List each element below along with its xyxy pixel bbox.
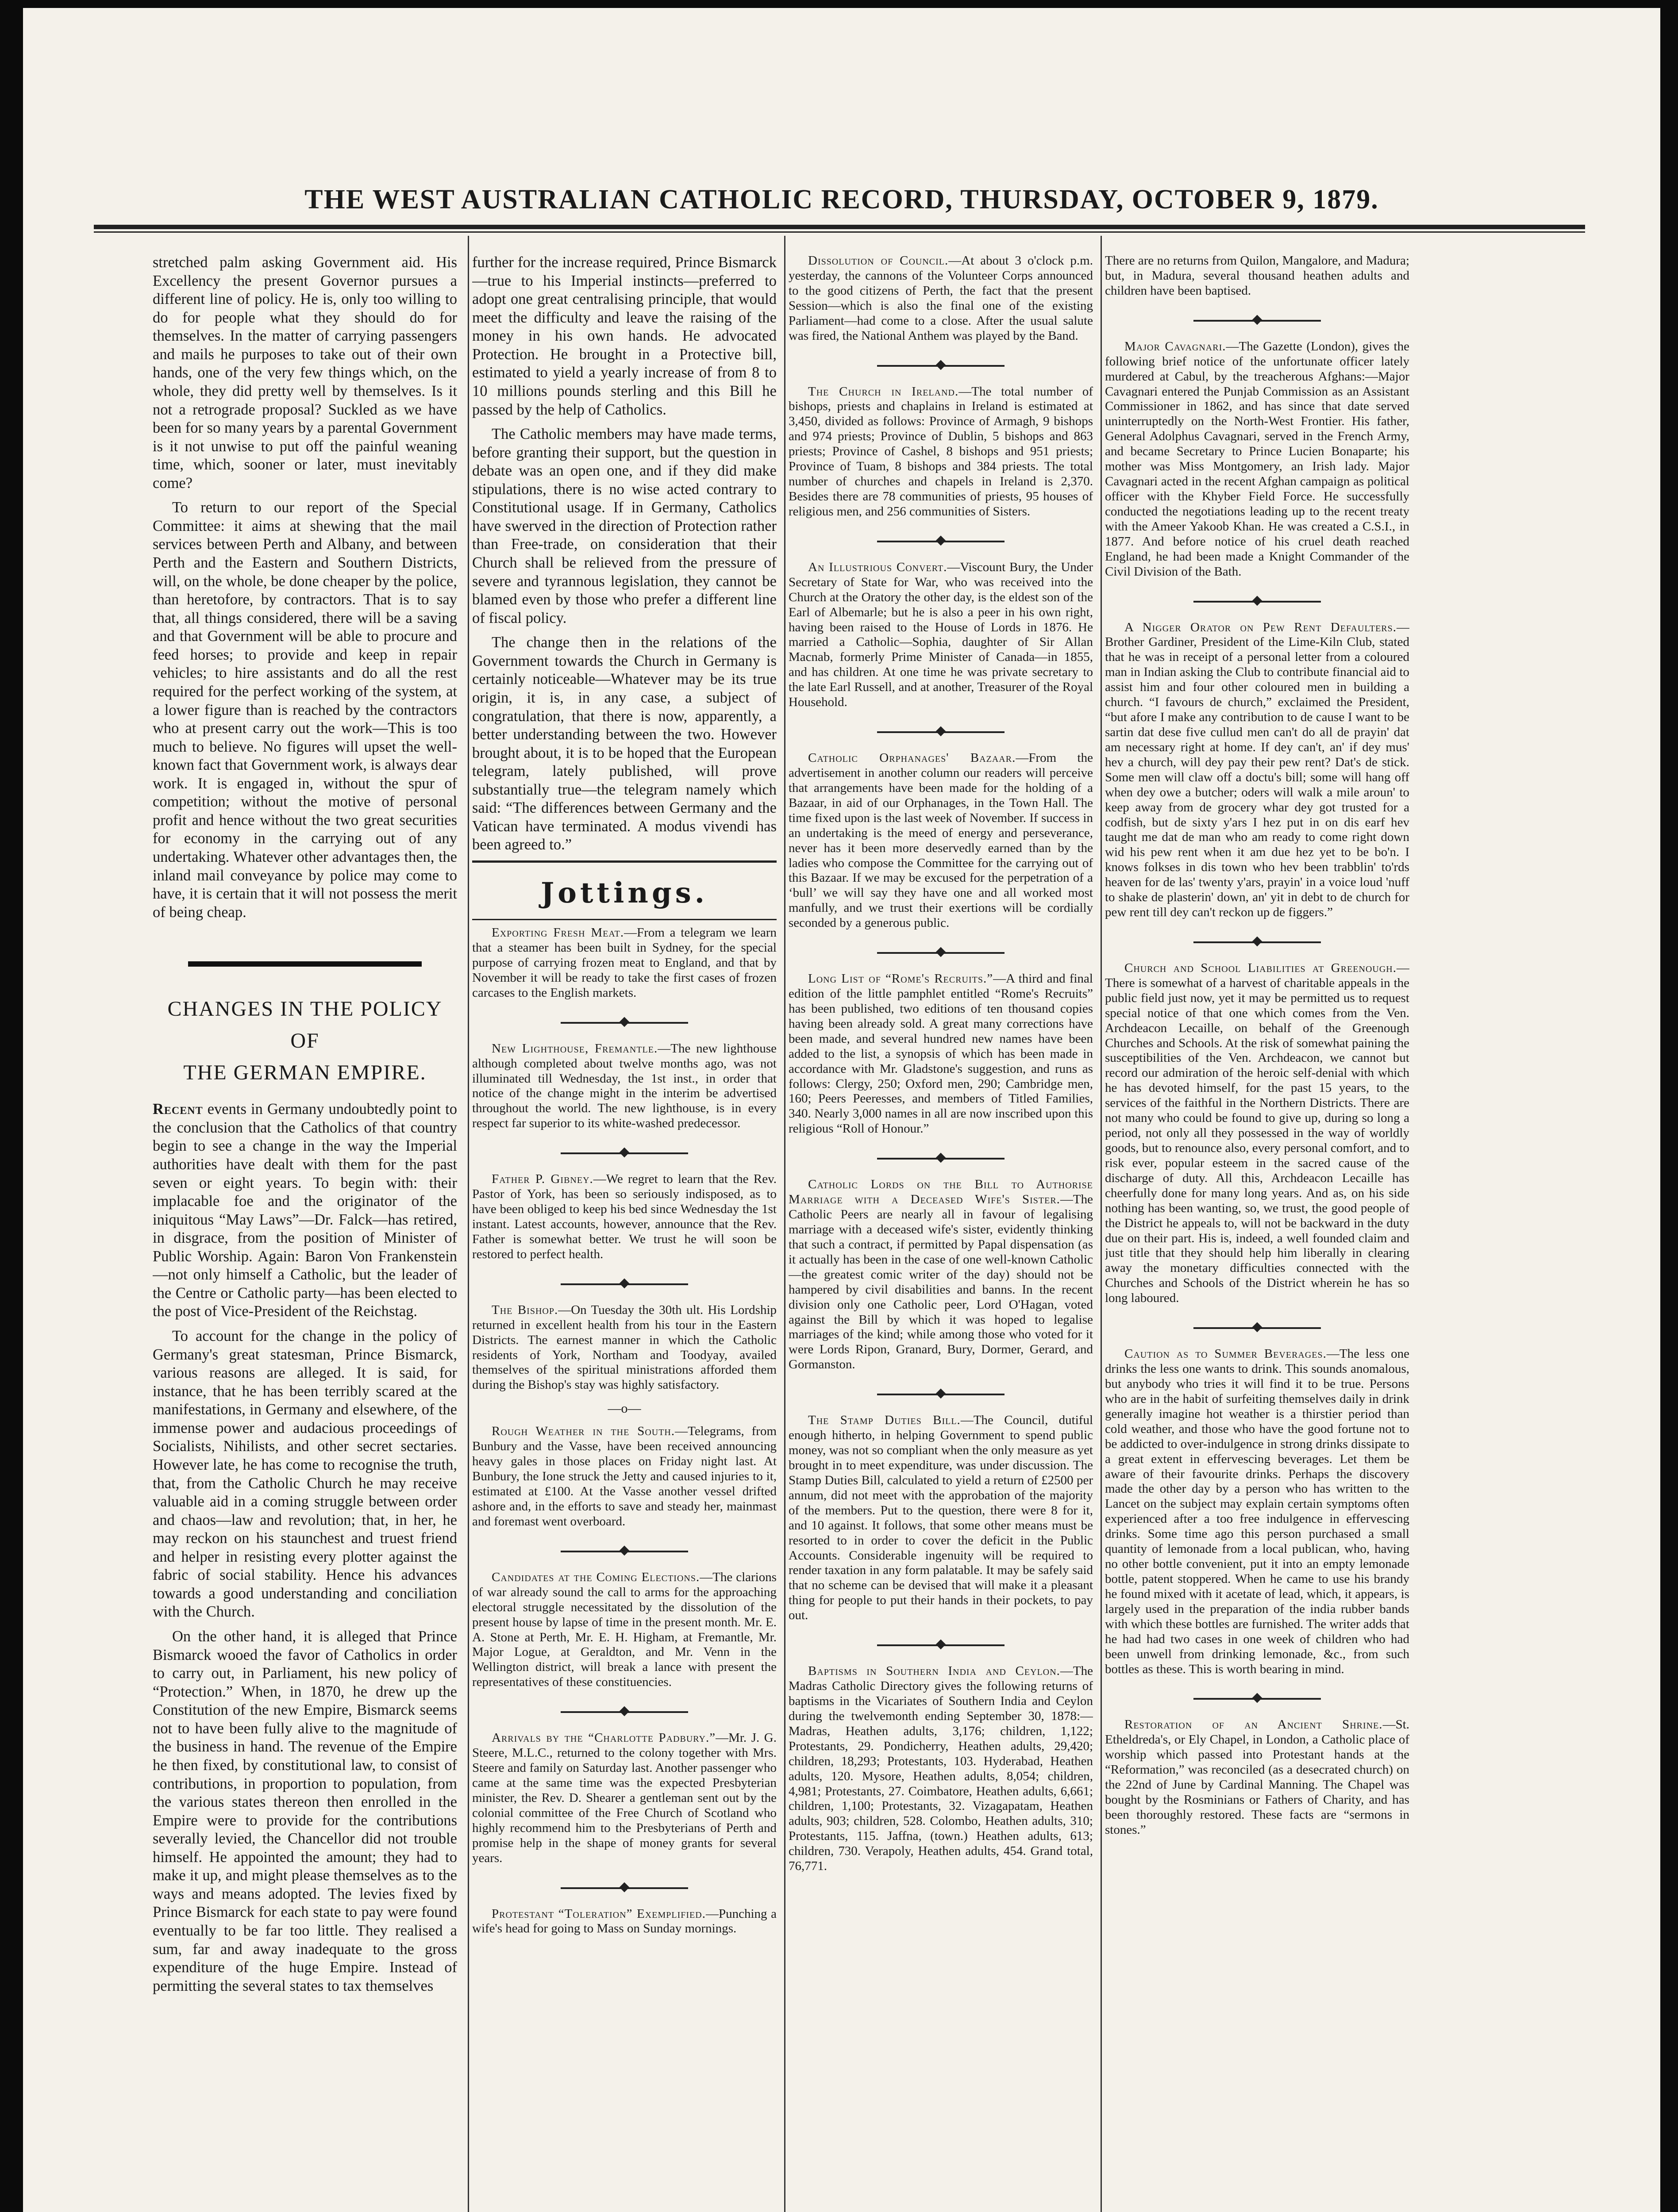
jotting-item — [789, 1664, 1093, 1874]
jotting-title: Rough Weather in the South. — [492, 1424, 675, 1439]
article-paragraph: There are no returns from Quilon, Mangalore, and Madura; but, in Madura, several thousand heathen adults and children have been baptised. — [1105, 253, 1409, 298]
jotting-item — [789, 1177, 1093, 1372]
jotting-title: Baptisms in Southern India and Ceylon. — [808, 1664, 1060, 1678]
jotting-item — [1105, 620, 1409, 920]
jotting-item — [472, 926, 777, 1001]
jottings-rule — [472, 860, 777, 863]
jotting-text: —The Council, dutiful enough hitherto, in helping Government to spend public money, was not so compliant when the only measure as yet brought in to meet expenditure, was under discussion. The Stamp Duties Bill, calculated to yield a return of £2500 per annum, did not meet with the approbation of the majority of the members. Put to the question, there were 8 for it, and 10 against. It follows, that some other means must be resorted to in order to cover the deficit in the Public Accounts. Considerable ingenuity will be required to render taxation in any form palatable. It may be safely said that no scheme can be devised that will make it a pleasant thing for people to put their hands in their pockets, to pay out. — [789, 1413, 1093, 1623]
jotting-item — [472, 1424, 777, 1529]
column-divider — [1101, 236, 1102, 2212]
jotting-title: The Bishop. — [492, 1302, 558, 1317]
jotting-title: Catholic Orphanages' Bazaar. — [808, 751, 1016, 765]
jotting-text: —The less one drinks the less one wants to drink. This sounds anomalous, but anybody who tries it will find it to be true. Persons who are in the habit of surfeiting themselves daily in drink generally imagine hot weather is a thirstier period than cold weather, and those who have the good fortune not to be addicted to over-indulgence in strong drinks dissipate to a great extent in effervescing beverages. Let them be aware of their favourite drinks. Perhaps the discovery made the other day by a person who has written to the Lancet on the subject may explain certain symptoms often experienced after a too free indulgence in effervescing drinks. Some time ago this person purchased a small quantity of lemonade from a local publican, who, having no other bottle convenient, put it into an empty lemonade bottle, patent stoppered. When he came to use his brandy he found mixed with it acetate of lead, which, it appears, is largely used in the preparation of the india rubber bands with which these bottles are furnished. The writer adds that he had had two cases in one week of children who had been unwell from drinking lemonade, &c., from such bottles as these. This is worth bearing in mind. — [1105, 1347, 1409, 1676]
item-separator — [877, 541, 1004, 542]
jotting-item — [472, 1041, 777, 1132]
item-separator — [877, 365, 1004, 367]
jotting-item — [472, 1303, 777, 1393]
jotting-text: —From a telegram we learn that a steamer has been built in Sydney, for the special purpose of carrying frozen meat to England, and that by November it will be ready to take the first cases of frozen carcases to the English markets. — [472, 926, 777, 1000]
jotting-text: —Viscount Bury, the Under Secretary of State for War, who was received into the Church at the Oratory the other day, is the eldest son of the Earl of Albemarle; but he is also a peer in his own right, having been raised to the House of Lords in 1876. He married a Catholic—Sophia, daughter of Sir Allan Macnab, formerly Prime Minister of Canada—in 1855, and has children. At one time he was private secretary to the late Earl Russell, and at another, Treasurer of the Royal Household. — [789, 560, 1093, 710]
jotting-item — [472, 1731, 777, 1866]
item-separator — [877, 1394, 1004, 1395]
item-separator — [877, 1644, 1004, 1646]
jotting-title: Father P. Gibney. — [492, 1172, 593, 1187]
jotting-item — [789, 560, 1093, 710]
jotting-item — [472, 1172, 777, 1262]
jotting-title: Protestant “Toleration” Exemplified. — [492, 1906, 706, 1921]
jotting-text: —Brother Gardiner, President of the Lime-Kiln Club, stated that he was in receipt of a personal letter from a coloured man in Indian asking the Club to contribute financial aid to assist him and four other coloured men in building a church. “I favours de church,” exclaimed the President, “but afore I make any contribution to de cause I want to be sartin dat dese five cullud men can't do all de prayin' dat am necessary right at home. If dey can't, an' if dey mus' hev a church, will dey pay their pew rent? Dat's de stick. Some men will claw off a doctu's bill; some will hang off when dey owe a butcher; oders will walk a mile aroun' to keep away from de grocery whar dey got trusted for a codfish, but de sixty y'ars I hez put in on dis earf hev taught me dat de man who am ready to come right down wid his pew rent when it am due hez yet to be bo'n. I knows folkses in dis town who hev been trabblin' to'rds heaven for de las' twenty y'ars, prayin' in a voice loud 'nuff to shake de plasterin' down, an' yit in debt to de church for pew rent till dey can't reckon up de figgers.” — [1105, 620, 1409, 920]
item-separator — [1193, 601, 1321, 603]
jotting-item — [789, 972, 1093, 1137]
lead-word: Recent — [153, 1101, 203, 1118]
jotting-title: Arrivals by the “Charlotte Padbury.” — [492, 1731, 716, 1745]
jotting-title: The Church in Ireland. — [808, 384, 959, 399]
jotting-text: —The Catholic Peers are nearly all in favour of legalising marriage with a deceased wife's sister, evidently thinking that such a contract, if permitted by Papal dispensation (as it actually has been in the case of one well-known Catholic—the greatest comic writer of the day) should not be hampered by civil disabilities and banns. In the recent division only one Catholic peer, Lord O'Hagan, voted against the Bill by which it was hoped to legalise marriages of the kind; while among those who voted for it were Lords Ripon, Granard, Bury, Dormer, Gerard, and Gormanston. — [789, 1192, 1093, 1372]
item-separator — [561, 1711, 688, 1713]
item-separator — [561, 1887, 688, 1889]
column-4 — [1105, 253, 1409, 2212]
jotting-text: —On Tuesday the 30th ult. His Lordship returned in excellent health from his tour in the Eastern Districts. The earnest manner in which the Catholic residents of York, Northam and Toodyay, availed themselves of the spiritual ministrations afforded them during the Bishop's stay was highly satisfactory. — [472, 1302, 777, 1392]
jotting-text: —Punching a wife's head for going to Mass on Sunday mornings. — [472, 1906, 777, 1936]
jotting-item — [1105, 1717, 1409, 1837]
jotting-title: Catholic Lords on the Bill to Authorise Marriage with a Deceased Wife's Sister. — [789, 1177, 1093, 1207]
jotting-text: —There is somewhat of a harvest of charitable appeals in the public field just now, yet it may be permitted us to request special notice of that one which comes from the Ven. Archdeacon Lecaille, on behalf of the Greenough Churches and Schools. At the risk of somewhat paining the susceptibilities of the Ven. Archdeacon, we cannot but record our admiration of the heroic self-denial with which he has devoted himself, for the past 15 years, to the services of the faithful in the Northern Districts. There are not many who could be found to give up, during so long a period, not only all they possessed in the way of worldly goods, but to renounce also, every personal comfort, and to risk ever, popular esteem in the sacred cause of the discharge of duty. All this, Archdeacon Lecaille has cheerfully done for many long years. And as, on his side nothing has been wanting, so, we trust, the good people of the District he appeals to, will not be backward in the duty due on their part. His is, indeed, a well founded claim and just title that they should help him liberally in clearing away the monetary difficulties connected with the Churches and Schools of the District wherein he has so long laboured. — [1105, 960, 1409, 1306]
jotting-text: —The total number of bishops, priests and chaplains in Ireland is estimated at 3,450, divided as follows: Province of Armagh, 9 bishops and 974 priests; Province of Dublin, 5 bishops and 863 priests; Province of Cashel, 8 bishops and 951 priests; Province of Tuam, 8 bishops and 384 priests. The total number of churches and chapels in Ireland is 2,370. Besides there are 78 communities of priests, 95 houses of religious men, and 256 communities of Sisters. — [789, 384, 1093, 518]
newspaper-page — [23, 8, 1660, 2212]
item-separator — [1193, 1327, 1321, 1329]
masthead-rule-thin — [94, 231, 1585, 233]
jotting-text: —The clarions of war already sound the call to arms for the approaching electoral struggle necessitated by the dissolution of the present house by lapse of time in the present month. Mr. E. A. Stone at Perth, Mr. E. H. Higham, at Fremantle, Mr. Major Logue, at Geraldton, and Mr. Venn in the Wellington district, will break a lance with present the representatives of these constituencies. — [472, 1570, 777, 1690]
column-2 — [472, 253, 777, 2212]
jotting-title: The Stamp Duties Bill. — [808, 1413, 961, 1428]
column-divider — [468, 236, 469, 2212]
jotting-text: —Mr. J. G. Steere, M.L.C., returned to the colony together with Mrs. Steere and family on Saturday last. Another passenger who came at the same time was the expected Presbyterian minister, the Rev. D. Shearer a gentleman sent out by the colonial committee of the Free Church of Scotland who highly recommend him to the Presbyterians of Perth and promise help in the shape of money grants for several years. — [472, 1731, 777, 1865]
item-separator — [1193, 320, 1321, 322]
jotting-item — [1105, 1347, 1409, 1677]
jotting-text: —The new lighthouse although completed about twelve months ago, was not illuminated till Wednesday, the 1st inst., in order that notice of the change might in the interim be advertised throughout the world. The new lighthouse, is in every respect far superior to its white-washed predecessor. — [472, 1041, 777, 1131]
section-divider — [188, 961, 422, 967]
jotting-item — [1105, 961, 1409, 1306]
item-separator — [1193, 1698, 1321, 1700]
column-divider — [784, 236, 785, 2212]
item-separator — [1193, 941, 1321, 943]
item-separator — [877, 1158, 1004, 1160]
jotting-text: —St. Etheldreda's, or Ely Chapel, in London, a Catholic place of worship which passed into Protestant hands at the “Reformation,” was reconciled (as a desecrated church) on the 22nd of June by Cardinal Manning. The Chapel was bought by the Rosminians or Fathers of Charity, and has been thoroughly restored. These facts are “sermons in stones.” — [1105, 1717, 1409, 1837]
headline-line: THE GERMAN EMPIRE. — [183, 1061, 427, 1085]
jotting-item — [472, 1907, 777, 1937]
article-paragraph: further for the increase required, Prince Bismarck—true to his Imperial instincts—preferred to adopt one great centralising principle, that would meet the difficulty and leave the raising of the money in his own hands. He advocated Protection. He brought in a Protective bill, estimated to yield a yearly increase of from 8 to 10 millions pounds sterling and this Bill he passed by the help of Catholics. — [472, 254, 777, 418]
article-paragraph: To account for the change in the policy of Germany's great statesman, Prince Bismarck, various reasons are alleged. It is said, for instance, that he has been terribly scared at the manifestations, in Germany and elsewhere, of the immense power and audacious proceedings of Socialists, Nihilists, and other secret sectaries. However late, he has come to recognise the truth, that, from the Catholic Church he may receive valuable aid in a coming struggle between order and chaos—law and revolution; that, in her, he may reckon on his staunchest and truest friend and helper in resisting every plotter against the fabric of social stability. Hence his advances towards a good understanding and conciliation with the Church. — [153, 1328, 457, 1621]
masthead-rule — [94, 225, 1585, 229]
jotting-title: A Nigger Orator on Pew Rent Defaulters. — [1124, 620, 1397, 634]
item-separator — [561, 1152, 688, 1154]
page-masthead: THE WEST AUSTRALIAN CATHOLIC RECORD, THURSDAY, OCTOBER 9, 1879. — [304, 184, 1379, 215]
jotting-title: Restoration of an Ancient Shrine. — [1124, 1717, 1383, 1732]
jotting-item — [789, 751, 1093, 931]
jotting-item — [789, 1413, 1093, 1623]
item-separator — [561, 1551, 688, 1552]
jotting-text: —At about 3 o'clock p.m. yesterday, the cannons of the Volunteer Corps announced to the good citizens of Perth, the fact that the present Session—which is also the final one of the existing Parliament—had come to a close. After the usual salute was fired, the National Anthem was played by the Band. — [789, 253, 1093, 343]
article-paragraph: stretched palm asking Government aid. His Excellency the present Governor pursues a different line of policy. He is, only too willing to do for people what they should do for themselves. In the matter of carrying passengers and mails he purposes to take out of their own hands, one of the very few things which, on the whole, they did pretty well by themselves. Is it not a retrograde proposal? Suckled as we have been for so many years by a parental Government is it not unwise to put off the painful weaning time, which, sooner or later, must inevitably come? — [153, 254, 457, 492]
jotting-title: Caution as to Summer Beverages. — [1124, 1347, 1327, 1361]
jotting-text: —The Madras Catholic Directory gives the following returns of baptisms in the Vicariates of Southern India and Ceylon during the twelvemonth ending September 30, 1878:—Madras, Heathen adults, 3,176; children, 1,122; Protestants, 29. Pondicherry, Heathen adults, 29,420; children, 18,293; Protestants, 103. Hyderabad, Heathen adults, 120. Mysore, Heathen adults, 8,054; children, 4,981; Protestants, 27. Coimbatore, Heathen adults, 6,661; children, 1,100; Protestants, 32. Vizagapatam, Heathen adults, 903; children, 528. Colombo, Heathen adults, 310; Protestants, 115. Jaffna, (town.) Heathen adults, 613; children, 730. Verapoly, Heathen adults, 454. Grand total, 76,771. — [789, 1664, 1093, 1874]
jotting-item — [789, 253, 1093, 344]
jotting-text: —From the advertisement in another column our readers will perceive that arrangements have been made for the holding of a Bazaar, in aid of our Orphanages, in the Town Hall. The time fixed upon is the last week of November. If success in an undertaking is the meed of energy and perseverance, never has it been more deservedly earned than by the ladies who compose the Committee for the carrying out of this Bazaar. If we may be excused for the perpetration of a ‘bull’ we will say they have one and all worked most manfully, and we trust their exertions will be cordially seconded by a generous public. — [789, 751, 1093, 930]
jotting-text: —We regret to learn that the Rev. Pastor of York, has been so seriously indisposed, as to have been obliged to keep his bed since Wednesday the 1st instant. Latest accounts, however, announce that the Rev. Father is somewhat better. We trust he will soon be restored to perfect health. — [472, 1172, 777, 1261]
jotting-title: Major Cavagnari. — [1124, 339, 1226, 353]
item-separator — [877, 731, 1004, 733]
jotting-title: Exporting Fresh Meat. — [492, 926, 624, 940]
jottings-rule — [472, 919, 777, 920]
article-paragraph: The Catholic members may have made terms, before granting their support, but the question in debate was an open one, and if they did make stipulations, there is no wise acted contrary to Constitutional usage. If in Germany, Catholics have swerved in the direction of Protection rather than Free-trade, on consideration that their Church shall be relieved from the pressure of severe and tyrannous legislation, they cannot be blamed even by those who prefer a different line of fiscal policy. — [472, 426, 777, 626]
jottings-heading: Jottings. — [541, 876, 708, 910]
jotting-title: New Lighthouse, Fremantle. — [492, 1041, 658, 1056]
item-separator — [561, 1022, 688, 1024]
column-3 — [789, 253, 1093, 2212]
jotting-title: An Illustrious Convert. — [808, 560, 947, 574]
headline-line: CHANGES IN THE POLICY OF — [167, 997, 443, 1053]
jotting-title: Candidates at the Coming Elections. — [492, 1570, 700, 1584]
article-paragraph: On the other hand, it is alleged that Prince Bismarck wooed the favor of Catholics in order to carry out, in Parliament, his new policy of “Protection.” When, in 1870, he drew up the Constitution of the new Empire, Bismarck seems not to have been fully alive to the magnitude of the business in hand. The revenue of the Empire he then fixed, by constitutional law, to consist of contributions, in proportion to population, from the various states thereon then enrolled in the Empire were to provide for the contributions severally levied, the Chancellor did not trouble himself. He appointed the amount; they had to make it up, and might please themselves as to the ways and means adopted. The levies fixed by Prince Bismarck for each state to pay were found eventually to be far too little. They realised a sum, far and away inadequate to the gross expenditure of the huge Empire. Instead of permitting the several states to tax themselves — [153, 1628, 457, 1994]
jotting-text: —A third and final edition of the little pamphlet entitled “Rome's Recruits” has been published, two editions of ten thousand copies having been already sold. A great many corrections have been made, and several hundred new names have been added to the list, a synopsis of which has been made in accordance with Mr. Gladstone's suggestion, and runs as follows: Clergy, 250; Oxford men, 290; Cambridge men, 160; Peers Peeresses, and members of Titled Families, 340. Nearly 3,000 names in all are now inscribed upon this religious “Roll of Honour.” — [789, 972, 1093, 1136]
jotting-title: Long List of “Rome's Recruits.” — [808, 972, 993, 986]
item-separator — [561, 1283, 688, 1285]
jotting-item — [789, 384, 1093, 519]
jotting-text: —The Gazette (London), gives the following brief notice of the unfortunate officer lately murdered at Cabul, by the treacherous Afghans:—Major Cavagnari entered the Punjab Commission as an Assistant Commissioner in 1862, and has since that date served uninterruptedly on the North-West Frontier. His father, General Adolphus Cavagnari, served in the French Army, and became Secretary to Prince Lucien Bonaparte; his mother was Miss Montgomery, an Irish lady. Major Cavagnari acted in the recent Afghan campaign as political officer with the Khyber Field Force. He successfully conducted the negotiations leading up to the recent treaty with the Ameer Yakoob Khan. He was created a C.S.I., in 1877. And before notice of his cruel death reached England, he had been made a Knight Commander of the Civil Division of the Bath. — [1105, 339, 1409, 579]
jotting-text: —Telegrams, from Bunbury and the Vasse, have been received announcing heavy gales in those places on Friday night last. At Bunbury, the Ione struck the Jetty and caused injuries to it, estimated at £100. At the Vasse another vessel drifted ashore and, in the efforts to save and steady her, mainmast and foremast went overboard. — [472, 1424, 777, 1528]
paragraph-text: events in Germany undoubtedly point to the conclusion that the Catholics of that country begin to see a change in the way the Imperial authorities have dealt with them for the past seven or eight years. To begin with: their implacable foe and the originator of the iniquitous “May Laws”—Dr. Falck—has retired, in disgrace, from the position of Minister of Public Worship. Again: Baron Von Frankenstein—not only himself a Catholic, but the leader of the Centre or Catholic party—has been elected to the post of Vice-President of the Reichstag. — [153, 1101, 457, 1320]
article-paragraph: The change then in the relations of the Government towards the Church in Germany is certainly noticeable—Whatever may be its true origin, it is, in any case, a subject of congratulation, that there is now, apparently, a better understanding between the two. However brought about, it is to be hoped that the European telegram, lately published, will prove substantially true—the telegram namely which said: “The differences between Germany and the Vatican have terminated. A modus vivendi has been agreed to.” — [472, 634, 777, 853]
jotting-item — [472, 1570, 777, 1690]
column-1 — [153, 253, 457, 2212]
jotting-title: Dissolution of Council. — [808, 253, 949, 268]
jotting-title: Church and School Liabilities at Greenough. — [1124, 960, 1397, 975]
end-mark: —o— — [608, 1401, 641, 1416]
item-separator — [877, 952, 1004, 954]
article-headline — [153, 993, 457, 1089]
article-paragraph — [153, 1100, 457, 1321]
article-paragraph: To return to our report of the Special Committee: it aims at shewing that the mail services between Perth and Albany, and between Perth and the Eastern and Southern Districts, will, on the whole, be done cheaper by the police, than heretofore, by contractors. That is to say that, all things considered, there will be a saving and that Government will be able to procure and feed horses; to provide and keep in repair vehicles; to hire assistants and do all the rest required for the perfect working of the system, at a lower figure than is reached by the contractors who at present carry out the work—This is too much to believe. No figures will upset the well-known fact that Government work, is always dear work. It is engaged in, without the spur of competition; without the motive of personal profit and hence without the two great securities for economy in the carrying out of any undertaking. Whatever other advantages then, the inland mail conveyance by police may come to have, it is certain that it will not possess the merit of being cheap. — [153, 499, 457, 921]
jotting-item — [1105, 339, 1409, 580]
